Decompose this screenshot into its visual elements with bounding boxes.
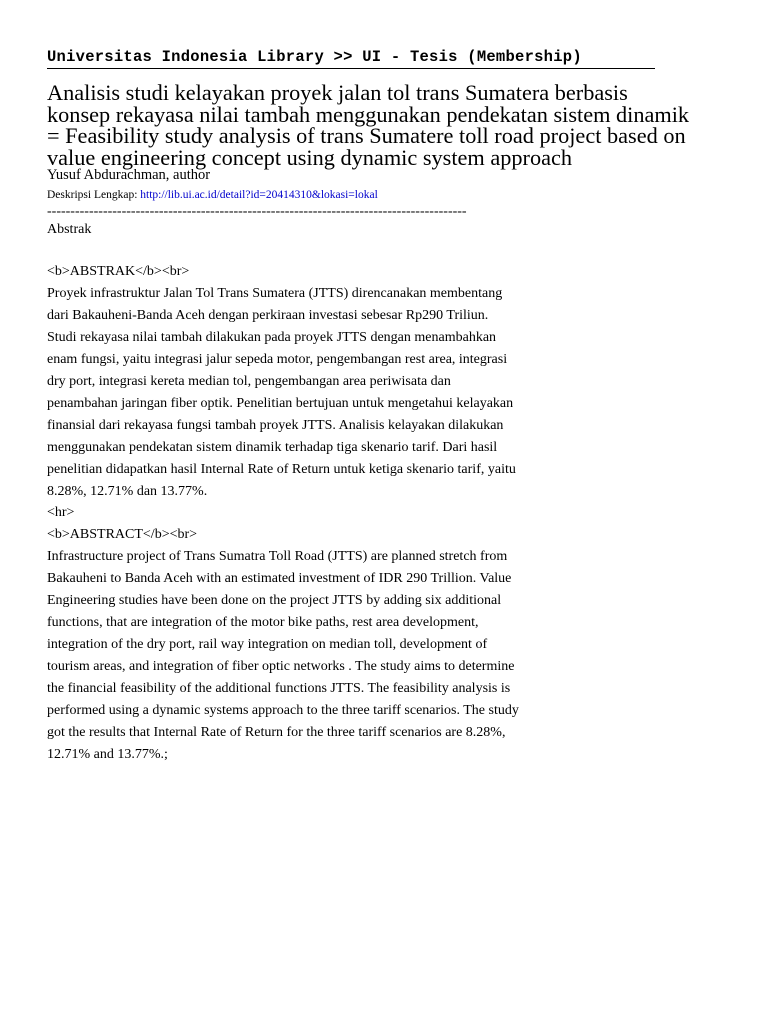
description-line (47, 187, 378, 203)
body-line: tourism areas, and integration of fiber optic networks . The study aims to determine (47, 659, 515, 675)
body-line: performed using a dynamic systems approach to the three tariff scenarios. The study (47, 703, 519, 719)
breadcrumb-header: Universitas Indonesia Library >> UI - Tesis (Membership) (47, 47, 655, 69)
body-line: <b>ABSTRAK</b><br> (47, 264, 190, 279)
body-line: penelitian didapatkan hasil Internal Rate of Return untuk ketiga skenario tarif, yaitu (47, 461, 516, 477)
title-line: value engineering concept using dynamic system approach (47, 144, 573, 170)
body-line: functions, that are integration of the motor bike paths, rest area development, (47, 615, 479, 631)
body-line: got the results that Internal Rate of Return for the three tariff scenarios are 8.28%, (47, 725, 506, 741)
detail-link[interactable]: http://lib.ui.ac.id/detail?id=20414310&lokasi=lokal (140, 189, 378, 201)
title-line: Analisis studi kelayakan proyek jalan tol trans Sumatera berbasis (47, 80, 628, 105)
author-line: Yusuf Abdurachman, author (47, 167, 211, 183)
abstract-body (47, 261, 587, 766)
abstract-heading: Abstrak (47, 222, 92, 237)
title-line: = Feasibility study analysis of trans Sumatere toll road project based on (47, 123, 686, 148)
title-line: konsep rekayasa nilai tambah menggunakan pendekatan sistem dinamik (47, 101, 690, 127)
document-title (47, 82, 747, 168)
body-line: menggunakan pendekatan sistem dinamik terhadap tiga skenario tarif. Dari hasil (47, 439, 498, 455)
body-line: enam fungsi, yaitu integrasi jalur sepeda motor, pengembangan rest area, integrasi (47, 351, 508, 367)
body-line: 8.28%, 12.71% dan 13.77%. (47, 483, 208, 499)
body-line: integration of the dry port, rail way integration on median toll, development of (47, 637, 488, 653)
body-line: Infrastructure project of Trans Sumatra Toll Road (JTTS) are planned stretch from (47, 549, 508, 565)
dashed-separator: ------------------------------------------------------------------------------------------ (47, 204, 467, 219)
body-line: Engineering studies have been done on the project JTTS by adding six additional (47, 593, 502, 609)
body-line: Studi rekayasa nilai tambah dilakukan pada proyek JTTS dengan menambahkan (47, 329, 497, 345)
body-line: Bakauheni to Banda Aceh with an estimated investment of IDR 290 Trillion. Value (47, 571, 512, 587)
body-line: Proyek infrastruktur Jalan Tol Trans Sumatera (JTTS) direncanakan membentang (47, 285, 503, 301)
body-line: 12.71% and 13.77%.; (47, 746, 168, 762)
body-line: dry port, integrasi kereta median tol, pengembangan area periwisata dan (47, 373, 451, 389)
body-line: penambahan jaringan fiber optik. Penelitian bertujuan untuk mengetahui kelayakan (47, 395, 514, 411)
body-line: finansial dari rekayasa fungsi tambah proyek JTTS. Analisis kelayakan dilakukan (47, 417, 504, 433)
body-line: <hr> (47, 505, 75, 521)
body-line: the financial feasibility of the additional functions JTTS. The feasibility analysis is (47, 681, 511, 697)
body-line: <b>ABSTRACT</b><br> (47, 527, 198, 543)
description-label: Deskripsi Lengkap: (47, 189, 138, 201)
body-line: dari Bakauheni-Banda Aceh dengan perkiraan investasi sebesar Rp290 Triliun. (47, 307, 489, 323)
